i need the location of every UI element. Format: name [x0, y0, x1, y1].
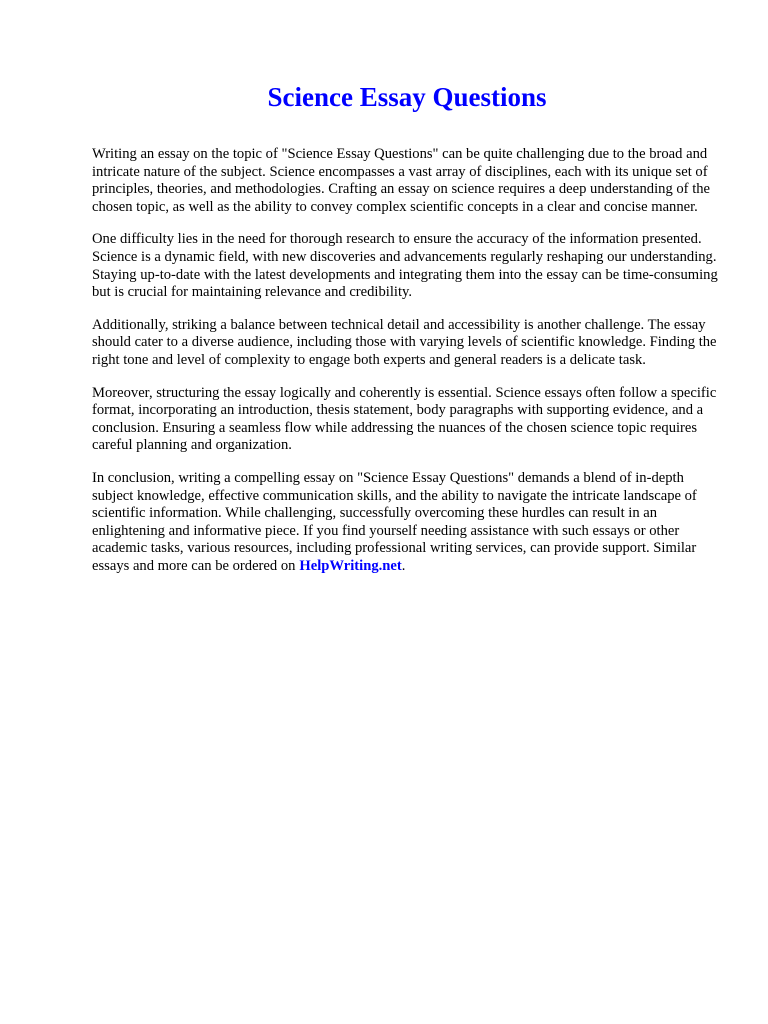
paragraph-5-trailing: .: [401, 557, 406, 574]
document-body: [92, 146, 728, 590]
paragraph-1: Writing an essay on the topic of "Science Essay Questions" can be quite challenging due to the broad and intricate nature of the subject. Science encompasses a vast array of disciplines, each with its unique set of principles, theories, and methodologies. Crafting an essay on science requires a deep understanding of the chosen topic, as well as the ability to convey complex scientific concepts in a clear and concise manner.: [92, 146, 711, 215]
paragraph-4: Moreover, structuring the essay logically and coherently is essential. Science essays often follow a specific format, incorporating an introduction, thesis statement, body paragraphs with supporting evidence, and a conclusion. Ensuring a seamless flow while addressing the nuances of the chosen science topic requires careful planning and organization.: [92, 384, 717, 454]
paragraph-5-text: In conclusion, writing a compelling essay on "Science Essay Questions" demands a blend of in-depth subject knowledge, effective communication skills, and the ability to navigate the intricate landscape of scientific information. While challenging, successfully overcoming these hurdles can result in an enlightening and informative piece. If you find yourself needing assistance with such essays or other academic tasks, various resources, including professional writing services, can provide support. Similar essays and more can be ordered on: [92, 469, 697, 574]
helpwriting-link[interactable]: HelpWriting.net: [299, 557, 402, 574]
document-title: Science Essay Questions: [267, 82, 547, 112]
paragraph-3: Additionally, striking a balance between technical detail and accessibility is another challenge. The essay should cater to a diverse audience, including those with varying levels of scientific knowledge. Finding the right tone and level of complexity to engage both experts and general readers is a delicate task.: [92, 316, 717, 368]
paragraph-5: [92, 470, 728, 576]
paragraph-2: One difficulty lies in the need for thorough research to ensure the accuracy of the information presented. Science is a dynamic field, with new discoveries and advancements regularly reshaping our understanding. Staying up-to-date with the latest developments and integrating them into the essay can be time-consuming but is crucial for maintaining relevance and credibility.: [92, 231, 718, 301]
